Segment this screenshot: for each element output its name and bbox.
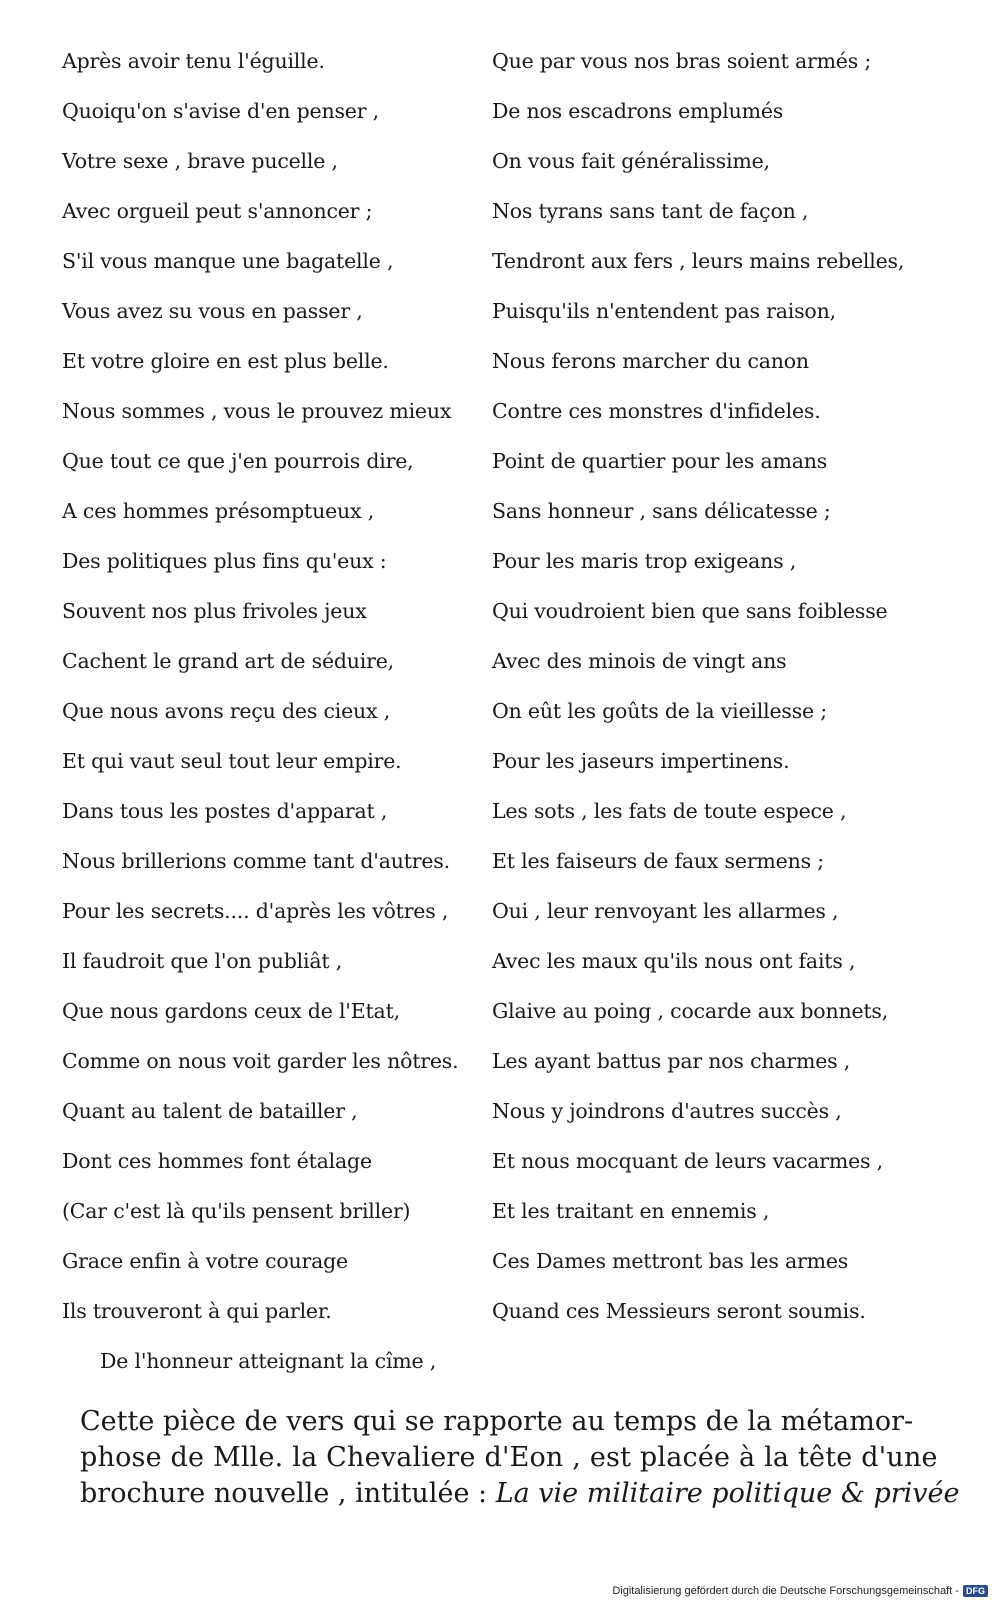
left-verse-line: Avec orgueil peut s'annoncer ; (62, 199, 373, 223)
right-verse-line: Glaive au poing , cocarde aux bonnets, (492, 999, 889, 1023)
book-title: La vie militaire politique & privée (495, 1478, 960, 1509)
right-verse-line: Avec des minois de vingt ans (492, 649, 787, 673)
left-verse-line: Et qui vaut seul tout leur empire. (62, 749, 402, 773)
left-verse-line: Et votre gloire en est plus belle. (62, 349, 389, 373)
left-verse-line: Nous brillerions comme tant d'autres. (62, 849, 450, 873)
left-verse-line: De l'honneur atteignant la cîme , (100, 1349, 437, 1373)
right-verse-line: Tendront aux fers , leurs mains rebelles, (492, 249, 905, 273)
prose-line-2: phose de Mlle. la Chevaliere d'Eon , est placée à la tête d'une (80, 1442, 938, 1473)
right-verse-line: Nous ferons marcher du canon (492, 349, 809, 373)
prose-paragraph (80, 1404, 960, 1512)
right-verse-line: Contre ces monstres d'infideles. (492, 399, 821, 423)
left-verse-line: Souvent nos plus frivoles jeux (62, 599, 367, 623)
right-verse-line: Nous y joindrons d'autres succès , (492, 1099, 842, 1123)
left-verse-line: Quoiqu'on s'avise d'en penser , (62, 99, 379, 123)
left-verse-line: Que nous gardons ceux de l'Etat, (62, 999, 400, 1023)
right-verse-line: Sans honneur , sans délicatesse ; (492, 499, 831, 523)
prose-line-1: Cette pièce de vers qui se rapporte au temps de la métamor- (80, 1406, 914, 1437)
right-verse-column (492, 44, 932, 1344)
right-verse-line: Pour les jaseurs impertinens. (492, 749, 790, 773)
left-verse-line: Comme on nous voit garder les nôtres. (62, 1049, 459, 1073)
prose-line-3-text: brochure nouvelle , intitulée : (80, 1478, 496, 1509)
left-verse-column (62, 44, 502, 1394)
right-verse-line: On vous fait généralissime, (492, 149, 770, 173)
prose-line-3 (80, 1476, 960, 1512)
right-verse-line: Puisqu'ils n'entendent pas raison, (492, 299, 836, 323)
right-verse-line: Oui , leur renvoyant les allarmes , (492, 899, 839, 923)
digitization-footer (612, 1585, 988, 1597)
right-verse-line: Avec les maux qu'ils nous ont faits , (492, 949, 856, 973)
right-verse-line: Quand ces Messieurs seront soumis. (492, 1299, 866, 1323)
left-verse-line: Dont ces hommes font étalage (62, 1149, 372, 1173)
right-verse-line: Que par vous nos bras soient armés ; (492, 49, 872, 73)
left-verse-line: Des politiques plus fins qu'eux : (62, 549, 387, 573)
right-verse-line: Pour les maris trop exigeans , (492, 549, 797, 573)
left-verse-line: Que tout ce que j'en pourrois dire, (62, 449, 414, 473)
left-verse-line: S'il vous manque une bagatelle , (62, 249, 394, 273)
footer-text: Digitalisierung gefördert durch die Deutsche Forschungsgemeinschaft - (612, 1585, 959, 1597)
right-verse-line: Et les faiseurs de faux sermens ; (492, 849, 824, 873)
left-verse-line: Après avoir tenu l'éguille. (62, 49, 325, 73)
left-verse-line: Pour les secrets.... d'après les vôtres , (62, 899, 449, 923)
left-verse-line: Dans tous les postes d'apparat , (62, 799, 388, 823)
right-verse-line: Les ayant battus par nos charmes , (492, 1049, 851, 1073)
right-verse-line: Qui voudroient bien que sans foiblesse (492, 599, 888, 623)
left-verse-line: Ils trouveront à qui parler. (62, 1299, 332, 1323)
right-verse-line: On eût les goûts de la vieillesse ; (492, 699, 828, 723)
left-verse-line: Votre sexe , brave pucelle , (62, 149, 338, 173)
left-verse-line: Quant au talent de batailler , (62, 1099, 358, 1123)
right-verse-line: Et les traitant en ennemis , (492, 1199, 770, 1223)
right-verse-line: Point de quartier pour les amans (492, 449, 828, 473)
right-verse-line: Et nous mocquant de leurs vacarmes , (492, 1149, 883, 1173)
left-verse-line: A ces hommes présomptueux , (62, 499, 375, 523)
left-verse-line: Vous avez su vous en passer , (62, 299, 363, 323)
left-verse-line: (Car c'est là qu'ils pensent briller) (62, 1199, 411, 1223)
right-verse-line: Ces Dames mettront bas les armes (492, 1249, 849, 1273)
left-verse-line: Que nous avons reçu des cieux , (62, 699, 391, 723)
right-verse-line: Les sots , les fats de toute espece , (492, 799, 847, 823)
left-verse-line: Nous sommes , vous le prouvez mieux (62, 399, 452, 423)
dfg-logo-icon: DFG (963, 1585, 988, 1597)
right-verse-line: De nos escadrons emplumés (492, 99, 784, 123)
left-verse-line: Grace enfin à votre courage (62, 1249, 348, 1273)
right-verse-line: Nos tyrans sans tant de façon , (492, 199, 809, 223)
left-verse-line: Cachent le grand art de séduire, (62, 649, 395, 673)
left-verse-line: Il faudroit que l'on publiât , (62, 949, 343, 973)
